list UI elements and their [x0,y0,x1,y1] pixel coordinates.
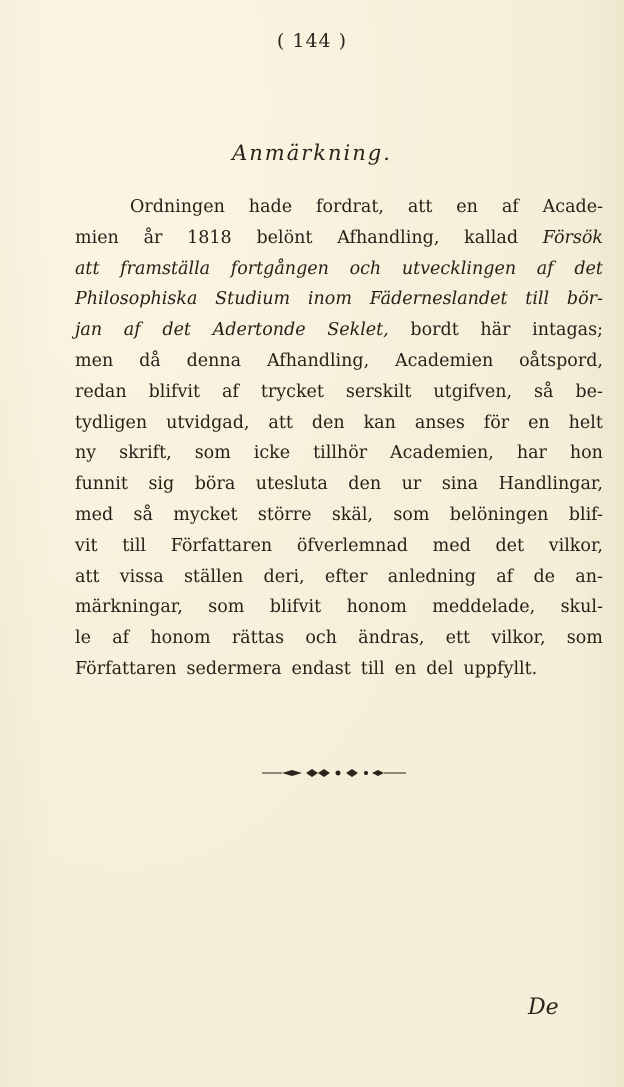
word: Afhandling, [266,350,370,371]
word: Studium [215,289,291,310]
word: märkningar, [75,597,183,618]
word: Acade- [542,197,603,217]
word: som [194,443,231,464]
word: Seklet, [327,320,389,341]
word: helt [568,412,603,433]
word: mien [75,227,119,248]
word: Försök [542,227,603,248]
word: blif- [568,504,603,525]
word: del [426,658,454,679]
word: kallad [464,227,519,248]
word: hade [248,197,293,217]
word: af [123,320,141,341]
word: skrift, [119,443,172,464]
text-line [75,500,603,531]
word: rättas [231,628,285,649]
word: större [257,504,312,525]
word: öfverlemnad [296,535,408,556]
word: bör- [566,289,603,310]
word: tydligen [75,412,148,433]
text-line [75,315,603,346]
word: Academien, [390,443,494,464]
word: utesluta [255,474,328,495]
page-number: ( 144 ) [276,30,348,52]
word: utgifven, [433,381,513,402]
word: tillhör [313,443,368,464]
word: med [75,504,114,525]
word: sig [148,474,175,495]
word: utvecklingen [401,258,517,279]
word: vilkor, [491,628,546,649]
word: blifvit [269,597,322,618]
word: den [348,474,382,495]
word: sedermera [186,658,282,679]
word: och [349,258,382,279]
word: som [208,597,245,618]
word: vilkor, [548,535,603,556]
word: som [393,504,430,525]
word: intagas; [532,320,603,341]
word: böra [194,474,236,495]
word: af [501,197,519,217]
word: med [432,535,471,556]
word: bordt [410,320,459,341]
word: skäl, [331,504,373,525]
word: anledning [387,566,476,587]
word: men [75,350,114,371]
word: att [75,566,100,587]
word: honom [150,628,211,649]
text-line [75,654,603,685]
word: fortgången [230,258,329,279]
word: funnit [75,474,128,495]
word: en [528,412,550,433]
word: be- [575,381,603,402]
word: af [536,258,554,279]
word: af [221,381,239,402]
text-line [75,408,603,439]
word: jan [75,320,103,341]
text-line [75,562,603,593]
word: ny [75,443,97,464]
ornament-icon [262,766,406,780]
word: till [122,535,147,556]
word: det [162,320,191,341]
word: Adertonde [212,320,306,341]
word: vissa [119,566,164,587]
word: kan [363,412,396,433]
word: serskilt [345,381,412,402]
word: efter [324,566,368,587]
word: hon [569,443,603,464]
word: då [139,350,161,371]
word: sina [441,474,479,495]
word: ett [445,628,471,649]
text-line [75,438,603,469]
word: endast [291,658,351,679]
word: oåtspord, [519,350,603,371]
text-line [75,284,603,315]
word: Handlingar, [498,474,603,495]
word: så [534,381,554,402]
word: meddelade, [432,597,536,618]
word: vit [75,535,98,556]
text-line [75,623,603,654]
word: för [483,412,510,433]
word: så [133,504,153,525]
word: de [533,566,556,587]
word: den [311,412,345,433]
word: denna [186,350,242,371]
word: Philosophiska [75,289,198,310]
word: skul- [560,597,603,618]
word: blifvit [148,381,200,402]
word: år [143,227,163,248]
text-line [75,192,603,223]
word: af [112,628,130,649]
text-line [75,223,603,254]
word: fordrat, [315,197,384,217]
word: redan [75,381,127,402]
word: Fäderneslandet [369,289,508,310]
word: att [75,258,100,279]
word: Ordningen [130,197,225,217]
word: Afhandling, [337,227,440,248]
word: en [394,658,417,679]
word: här [480,320,511,341]
word: Författaren [170,535,273,556]
catchword: De [528,995,559,1020]
word: framställa [120,258,211,279]
word: le [75,628,91,649]
word: trycket [260,381,324,402]
text-line [75,346,603,377]
word: uppfyllt. [463,658,538,679]
text-line [75,377,603,408]
word: 1818 [187,227,232,248]
text-line [75,254,603,285]
word: icke [253,443,291,464]
body-paragraph [75,192,603,685]
word: honom [346,597,407,618]
word: ändras, [358,628,425,649]
word: belöningen [449,504,549,525]
word: an- [575,566,603,587]
word: det [495,535,525,556]
word: anses [414,412,465,433]
word: belönt [256,227,313,248]
word: af [496,566,514,587]
word: deri, [263,566,305,587]
word: att [268,412,293,433]
text-line [75,592,603,623]
word: till [360,658,385,679]
word: utvidgad, [166,412,250,433]
text-line [75,531,603,562]
word: ställen [183,566,244,587]
text-line [75,469,603,500]
word: mycket [173,504,238,525]
word: det [574,258,603,279]
word: har [516,443,547,464]
word: ur [401,474,422,495]
word: inom [307,289,352,310]
word: Academien [395,350,494,371]
word: att [407,197,433,217]
word: Författaren [75,658,177,679]
word: till [525,289,550,310]
word: en [456,197,478,217]
word: och [305,628,337,649]
word: som [566,628,603,649]
section-heading: Anmärkning. [232,141,392,165]
